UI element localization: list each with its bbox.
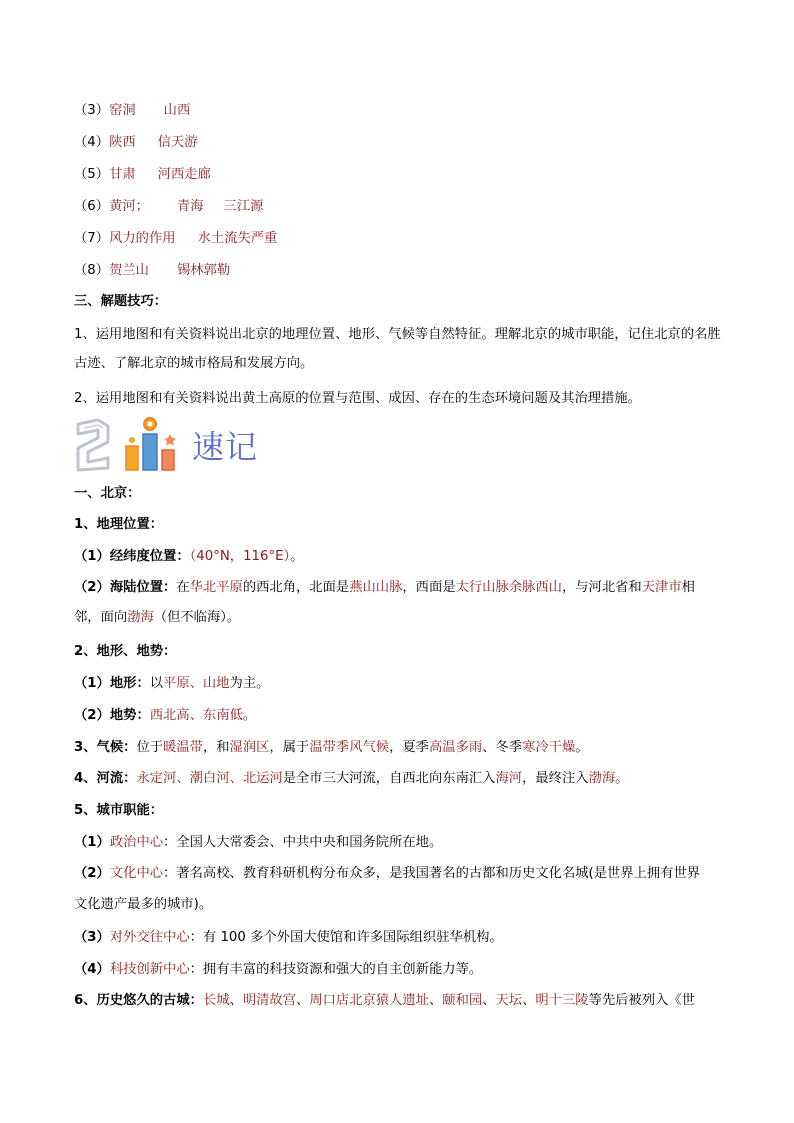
keyword: 科技创新中心 xyxy=(109,962,190,977)
keyword: 明十三陵 xyxy=(535,993,589,1008)
text: 位于 xyxy=(136,740,164,755)
keyword: 湿润区 xyxy=(229,740,270,755)
text: 为主。 xyxy=(229,676,270,691)
function-2-cont: 文化遗产最多的城市)。 xyxy=(74,897,213,912)
text: 。 xyxy=(575,740,589,755)
answer-8 xyxy=(74,261,230,281)
keyword: 明清故宫 xyxy=(242,993,297,1008)
answer-4 xyxy=(74,133,198,153)
keyword: 政治中心 xyxy=(109,835,164,850)
answer-a: 窑洞 xyxy=(109,103,136,118)
slope-line xyxy=(74,706,256,726)
climate-label: 3、气候： xyxy=(74,740,137,755)
climate-line xyxy=(74,738,589,758)
text: ：著名高校、教育科研机构分布众多，是我国著名的古都和历史文化名城(是世界上拥有世界 xyxy=(163,866,701,881)
answer-a: 贺兰山 xyxy=(109,263,149,278)
text: ，夏季 xyxy=(389,740,429,755)
keyword: 渤海 xyxy=(588,771,616,786)
text: 在 xyxy=(176,580,190,595)
answer-b: 水土流失严重 xyxy=(197,231,278,246)
latlon-value: （40°N，116°E） xyxy=(189,549,291,564)
answer-a: 甘肃 xyxy=(109,167,136,182)
text: 相 xyxy=(681,580,695,595)
answer-a: 风力的作用 xyxy=(109,231,176,246)
answer-3 xyxy=(74,101,190,121)
latlon-line xyxy=(74,547,303,567)
keyword: 太行山脉余脉西山 xyxy=(455,580,562,595)
text: ，西面是 xyxy=(402,580,456,595)
answer-num: （3） xyxy=(74,103,110,118)
function-4 xyxy=(74,960,482,980)
section3-heading: 三、解题技巧： xyxy=(74,294,168,309)
answer-num: （8） xyxy=(74,263,110,278)
keyword: 海河 xyxy=(495,771,523,786)
item-num: （2） xyxy=(74,866,110,881)
answer-num: （5） xyxy=(74,167,110,182)
terrain-heading: 2、地形、地势： xyxy=(74,644,177,659)
history-label: 6、历史悠久的古城： xyxy=(74,993,203,1008)
text: 、冬季 xyxy=(482,740,523,755)
suji-title-block xyxy=(74,414,374,474)
text: 、 xyxy=(482,993,496,1008)
slope-label: （2）地势： xyxy=(74,708,150,723)
keyword: 对外交往中心 xyxy=(109,930,190,945)
text: 邻，面向 xyxy=(74,610,128,625)
answer-c: 三江源 xyxy=(223,199,264,214)
answer-6 xyxy=(74,197,263,217)
text: 、 xyxy=(522,993,536,1008)
keyword: 文化中心 xyxy=(109,866,164,881)
podium-chart-icon xyxy=(122,416,178,472)
tip-1: 1、运用地图和有关资料说出北京的地理位置、地形、气候等自然特征。理解北京的城市职能，记住北京的名胜古迹、了解北京的城市格局和发展方向。 xyxy=(74,327,721,371)
text: 。 xyxy=(615,771,629,786)
keyword: 暖温带 xyxy=(163,740,203,755)
keyword: 西北高、东南低 xyxy=(149,708,243,723)
keyword: 长城 xyxy=(202,993,230,1008)
landform-label: （1）地形： xyxy=(74,676,150,691)
suji-title: 速记 xyxy=(192,428,259,466)
landform-line xyxy=(74,674,269,694)
text: ，属于 xyxy=(269,740,310,755)
text: 是全市三大河流，自西北向东南汇入 xyxy=(282,771,496,786)
text: ：有 100 多个外国大使馆和许多国际组织驻华机构。 xyxy=(189,930,503,945)
item-num: （4） xyxy=(74,962,110,977)
number-two-icon xyxy=(74,416,114,472)
answer-5 xyxy=(74,165,211,185)
text: ，最终注入 xyxy=(522,771,589,786)
keyword: 天津市 xyxy=(641,580,682,595)
item-num: （1） xyxy=(74,835,110,850)
keyword: 燕山山脉 xyxy=(349,580,403,595)
sealand-label: （2）海陆位置： xyxy=(74,580,177,595)
function-2 xyxy=(74,864,700,884)
answer-num: （6） xyxy=(74,199,110,214)
text: 、 xyxy=(296,993,310,1008)
keyword: 温带季风气候 xyxy=(309,740,390,755)
item-num: （3） xyxy=(74,930,110,945)
keyword: 永定河、潮白河、北运河 xyxy=(136,771,283,786)
text: 。 xyxy=(242,708,257,723)
answer-b: 山西 xyxy=(163,103,191,118)
text: ：拥有丰富的科技资源和强大的自主创新能力等。 xyxy=(189,962,483,977)
text: 、 xyxy=(428,993,443,1008)
tip-2: 2、运用地图和有关资料说出黄土高原的位置与范围、成因、存在的生态环境问题及其治理措施。 xyxy=(74,391,641,406)
geo-heading: 1、地理位置： xyxy=(74,517,164,532)
latlon-label: （1）经纬度位置： xyxy=(74,549,190,564)
rivers-line xyxy=(74,769,628,789)
text: ，和 xyxy=(202,740,230,755)
functions-heading: 5、城市职能： xyxy=(74,803,164,818)
keyword: 渤海 xyxy=(127,610,154,625)
answer-b: 锡林郭勒 xyxy=(176,263,231,278)
history-line xyxy=(74,991,695,1011)
answer-b: 河西走廊 xyxy=(157,167,211,182)
sealand-line xyxy=(74,578,695,598)
beijing-heading: 一、北京： xyxy=(74,486,141,501)
latlon-end: 。 xyxy=(290,549,304,564)
text: ，与河北省和 xyxy=(561,580,642,595)
keyword: 平原、山地 xyxy=(163,676,230,691)
keyword: 华北平原 xyxy=(189,580,243,595)
function-3 xyxy=(74,928,503,948)
text: 等先后被列入《世 xyxy=(588,993,695,1008)
keyword: 天坛 xyxy=(495,993,523,1008)
keyword: 寒冷干燥 xyxy=(522,740,576,755)
text: 以 xyxy=(149,676,164,691)
answer-a: 陕西 xyxy=(109,135,136,150)
keyword: 周口店北京猿人遗址 xyxy=(309,993,429,1008)
answer-a: 黄河； xyxy=(109,199,149,214)
keyword: 高温多雨 xyxy=(428,740,483,755)
answer-b: 信天游 xyxy=(157,135,198,150)
sealand-line-2 xyxy=(74,608,240,628)
keyword: 颐和园 xyxy=(442,993,483,1008)
text: 的西北角，北面是 xyxy=(242,580,350,595)
answer-b: 青海 xyxy=(176,199,204,214)
text: ：全国人大常委会、中共中央和国务院所在地。 xyxy=(163,835,443,850)
answer-num: （4） xyxy=(74,135,110,150)
text: 、 xyxy=(229,993,243,1008)
answer-7 xyxy=(74,229,277,249)
function-1 xyxy=(74,833,442,853)
rivers-label: 4、河流： xyxy=(74,771,137,786)
answer-num: （7） xyxy=(74,231,110,246)
text: （但不临海）。 xyxy=(153,610,241,625)
